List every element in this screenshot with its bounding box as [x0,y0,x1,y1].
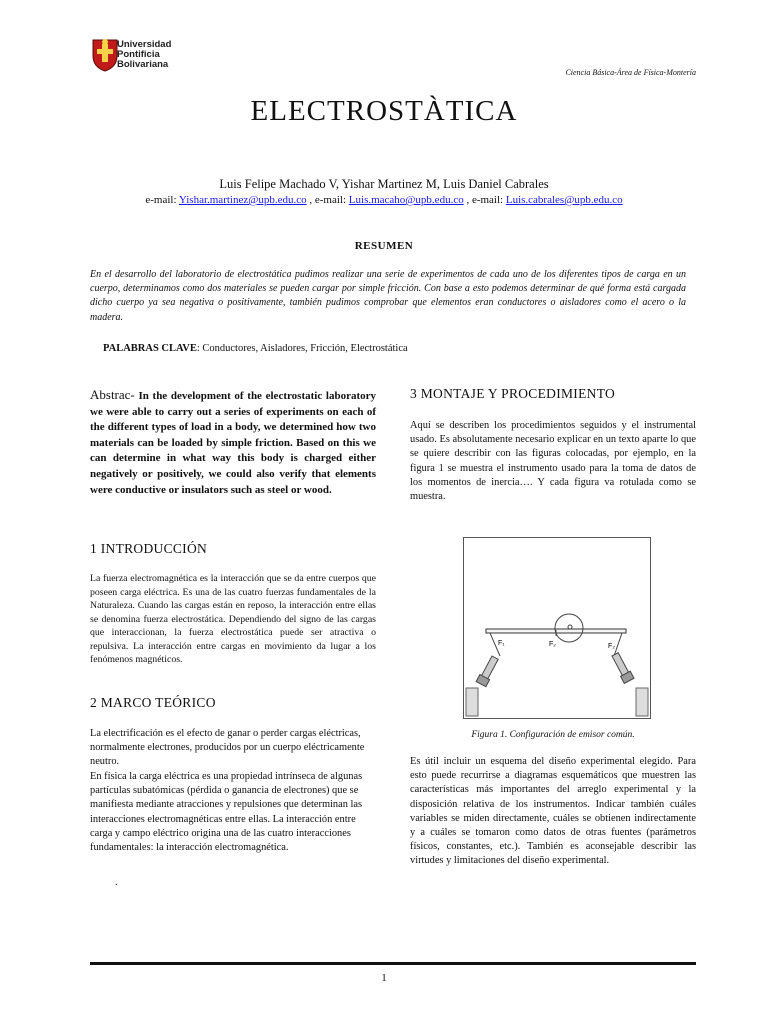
section-heading-montaje: 3 MONTAJE Y PROCEDIMIENTO [410,386,616,401]
keywords-text: : Conductores, Aisladores, Fricción, Electrostática [196,343,408,354]
footer-rule [90,962,696,965]
label-f2: F₂ [549,641,556,648]
montaje-p1: Aquí se describen los procedimientos seguidos y el instrumental usado. Es absolutamente necesario explicar en un texto aparte lo que se quiere describir con las figuras colocadas, por ejemplo, en la figura 1 se muestra el instrumento usado para la toma de datos de los momentos de inercia…. Y cada figura va rotulada como se muestra. [410,420,696,503]
email-prefix: e-mail: [471,194,504,206]
header-affiliation: Ciencia Básica-Área de Física-Montería [565,68,696,77]
email-link[interactable]: Luis.macaho@upb.edu.co [348,194,464,206]
right-bob [610,652,634,684]
apparatus-diagram [464,538,650,718]
logo-text [117,40,171,70]
email-prefix: e-mail: [145,194,177,206]
paper-title: ELECTROSTÀTICA [250,95,518,127]
logo-line: Pontificia [117,49,160,60]
left-bob [476,655,500,687]
figure-caption: Figura 1. Configuración de emisor común. [471,730,635,740]
logo-line: Bolivariana [117,59,169,70]
logo-line: Universidad [117,39,172,50]
abstract [90,387,376,498]
pulley [555,614,583,642]
resumen-text: En el desarrollo del laboratorio de electrostática pudimos realizar una serie de experimentos de cada uno de los diferentes tipos de carga en un cuerpo, determinamos como dos materiales se pueden cargar por simple fricción. Con base a esto podemos determinar de qué forma está cargada dicho cuerpo ya sea negativa o positivamente, también pudimos comprobar que elementos eran conductores o aisladores como el acero o la madera. [90,269,686,323]
authors: Luis Felipe Machado V, Yishar Martinez M, Luis Daniel Cabrales [219,177,549,191]
crest-icon [90,36,120,72]
figure-1 [463,537,651,719]
section-heading-marco: 2 MARCO TEÓRICO [90,695,216,710]
resumen-heading: RESUMEN [354,240,414,252]
marco-p2: En física la carga eléctrica es una propiedad intrínseca de algunas partículas subatómicas (pérdida o ganancia de electrones) que se manifiesta mediante atracciones y repulsiones que determinan las interacciones electromagnéticas entre ellas. La interacción entre carga y campo eléctrico origina una de las cuatro interacciones fundamentales: la interacción electromagnética. [90,771,363,854]
abstract-text: In the development of the electrostatic laboratory we were able to carry out a series of experiments on each of the different types of load in a body, we determined how two materials can be loaded by simple friction. Based on this we can determine in what way this body is charged either negatively or positively, we could also verify that elements were conductive or insulators such as steel or wood. [90,390,376,496]
emails: e-mail: Yishar.martinez@upb.edu.co , e-mail: Luis.macaho@upb.edu.co , e-mail: Luis.cabrales@upb.edu.co [145,194,623,206]
montaje-p2: Es útil incluir un esquema del diseño experimental elegido. Para esto puede recurrirse a diagramas esquemáticos que muestren las características más importantes del arreglo experimental y la disposición relativa de los instrumentos. Indicar también cuáles variables se miden directamente, cuáles se obtienen indirectamente y a cuáles se tomaron como datos de otras fuentes (parámetros físicos, constantes, etc.). También es aconsejable describir las virtudes y limitaciones del diseño experimental. [410,756,696,867]
marco-p1: La electrificación es el efecto de ganar o perder cargas eléctricas, normalmente electrones, producidos por un cuerpo eléctricamente neutro. [90,728,365,768]
section-heading-intro: 1 INTRODUCCIÓN [90,541,208,556]
email-link[interactable]: Luis.cabrales@upb.edu.co [505,194,623,206]
email-prefix: e-mail: [314,194,347,206]
label-f2-right: F₂ [608,643,615,650]
keywords [103,343,408,354]
email-link[interactable]: Yishar.martinez@upb.edu.co [178,194,307,206]
label-f1: F₁ [498,640,505,647]
keywords-label: PALABRAS CLAVE [103,343,197,354]
right-stand [636,688,648,716]
page-number: 1 [381,972,387,984]
abstract-lead: Abstrac- [90,387,135,402]
pulley-axle [568,625,572,629]
stray-dot: . [115,877,118,888]
intro-text: La fuerza electromagnética es la interacción que se da entre cuerpos que poseen carga eléctrica. Es una de las cuatro fuerzas fundamentales de la Naturaleza. Cuando las cargas están en reposo, la interacción entre ellas se denomina fuerza electrostática. Dependiendo del signo de las cargas que interaccionan, la fuerza electrostática puede ser atractiva o repulsiva. La interacción entre cargas en movimiento da lugar a los fenómenos magnéticos. [90,573,376,665]
left-stand [466,688,478,716]
